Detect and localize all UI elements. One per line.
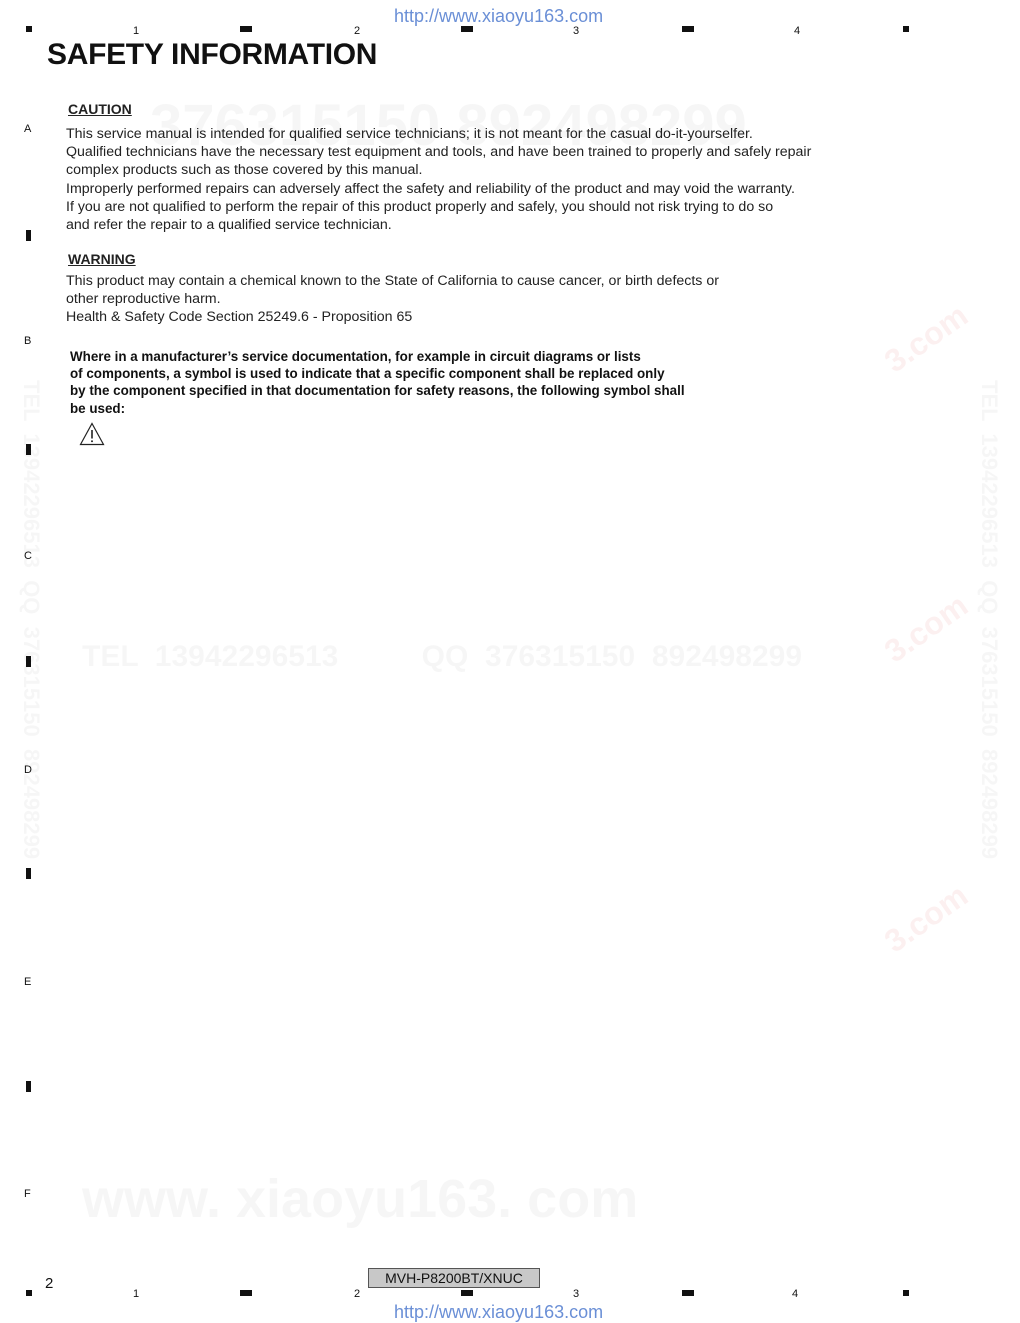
symbol-note-line: by the component specified in that documentation for safety reasons, the following symbol shall [70,383,685,399]
page-title: SAFETY INFORMATION [47,38,378,71]
column-divider-top-3 [682,26,694,32]
caution-line: Qualified technicians have the necessary test equipment and tools, and have been trained to properly and safely repair [66,144,812,161]
symbol-note [70,348,685,417]
caution-line: This service manual is intended for qualified service technicians; it is not meant for the casual do-it-yourselfer. [66,126,753,142]
corner-mark-bottom-left [26,1290,32,1296]
watermark-stamp-2: 3.com [877,586,975,670]
model-number-box: MVH-P8200BT/XNUC [368,1268,540,1288]
warning-triangle-icon [79,422,105,446]
row-divider-1 [26,230,31,241]
column-number-4-top: 4 [794,25,801,37]
warning-line: Health & Safety Code Section 25249.6 - Proposition 65 [66,309,413,326]
watermark-vertical-right [976,380,1002,859]
watermark-vertical-left [18,380,44,859]
warning-text [66,272,719,327]
caution-line: Improperly performed repairs can adversely affect the safety and reliability of the product and may void the warranty. [66,180,795,197]
row-divider-3 [26,656,31,667]
column-divider-bottom-3 [682,1290,694,1296]
warning-line: other reproductive harm. [66,291,221,308]
symbol-note-line: be used: [70,400,126,416]
watermark-stamp-3: 3.com [877,876,975,960]
caution-line: If you are not qualified to perform the repair of this product properly and safely, you should not risk trying to do so [66,198,774,215]
row-letter-b: B [24,335,32,347]
caution-text [66,125,811,234]
corner-mark-top-right [903,26,909,32]
caution-line: complex products such as those covered by this manual. [66,162,423,179]
column-divider-bottom-1 [240,1290,252,1296]
row-letter-d: D [24,764,32,776]
row-letter-c: C [24,550,32,562]
page-number: 2 [45,1275,54,1292]
row-letter-f: F [24,1188,31,1200]
row-divider-2 [26,444,31,455]
column-divider-top-1 [240,26,252,32]
column-number-2-bottom: 2 [354,1288,361,1300]
row-letter-a: A [24,123,32,135]
column-divider-top-2 [461,26,473,32]
watermark-tel-qq-mid [82,640,802,674]
footer-url[interactable]: http://www.xiaoyu163.com [394,1302,604,1322]
header-url[interactable]: http://www.xiaoyu163.com [394,6,604,26]
watermark-stamp-1: 3.com [877,296,975,380]
symbol-note-line: of components, a symbol is used to indicate that a specific component shall be replaced only [70,366,665,382]
column-number-3-top: 3 [573,25,580,37]
row-divider-4 [26,868,31,879]
warning-line: This product may contain a chemical known to the State of California to cause cancer, or birth defects or [66,273,719,289]
symbol-note-line: Where in a manufacturer’s service documentation, for example in circuit diagrams or lists [70,349,641,364]
column-number-1-bottom: 1 [133,1288,140,1300]
watermark-site-bottom [82,1168,638,1230]
column-number-3-bottom: 3 [573,1288,580,1300]
row-divider-5 [26,1081,31,1092]
column-divider-bottom-2 [461,1290,473,1296]
caution-heading: CAUTION [68,101,132,117]
column-number-1-top: 1 [133,25,140,37]
caution-line: and refer the repair to a qualified service technician. [66,217,392,234]
warning-heading: WARNING [68,251,136,267]
corner-mark-bottom-right [903,1290,909,1296]
column-number-4-bottom: 4 [792,1288,799,1300]
column-number-2-top: 2 [354,25,361,37]
corner-mark-top-left [26,26,32,32]
row-letter-e: E [24,976,32,988]
